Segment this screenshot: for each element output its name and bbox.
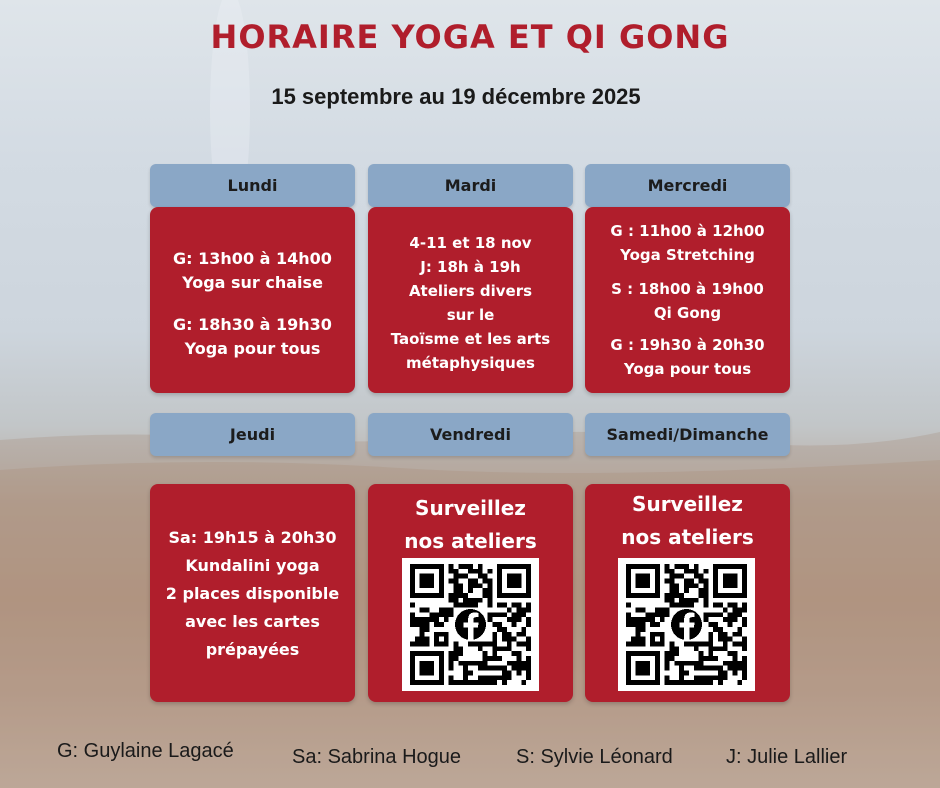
schedule-line: 4-11 et 18 nov <box>409 234 532 252</box>
schedule-line: métaphysiques <box>406 354 535 372</box>
page-title: HORAIRE YOGA ET QI GONG <box>210 18 730 56</box>
card-jeudi <box>150 484 355 702</box>
schedule-line: G: 13h00 à 14h00 <box>173 249 332 268</box>
card-vendredi <box>368 484 573 702</box>
schedule-line: sur le <box>446 306 495 324</box>
schedule-line: 2 places disponible <box>165 584 340 603</box>
legend-sabrina: Sa: Sabrina Hogue <box>292 746 462 768</box>
header-lundi: Lundi <box>150 164 355 207</box>
schedule-line: Qi Gong <box>653 304 722 322</box>
schedule-line: Ateliers divers <box>408 282 533 300</box>
schedule-line: Kundalini yoga <box>185 556 320 575</box>
date-range: 15 septembre au 19 décembre 2025 <box>271 84 641 109</box>
schedule-line: Yoga pour tous <box>623 360 752 378</box>
schedule-line: Yoga pour tous <box>184 339 321 358</box>
schedule-line: S : 18h00 à 19h00 <box>611 280 764 298</box>
card-weekend <box>585 484 790 702</box>
watch-text: nos ateliers <box>404 529 537 553</box>
watch-text: Surveillez <box>632 492 743 516</box>
card-lundi <box>150 207 355 393</box>
schedule-line: J: 18h à 19h <box>420 258 521 276</box>
schedule-line: Taoïsme et les arts <box>390 330 551 348</box>
facebook-qr-code-icon[interactable] <box>402 558 539 691</box>
schedule-line: Yoga Stretching <box>620 246 755 264</box>
schedule-line: Sa: 19h15 à 20h30 <box>168 528 337 547</box>
schedule-line: Yoga sur chaise <box>182 273 323 292</box>
schedule-line: G: 18h30 à 19h30 <box>173 315 332 334</box>
schedule-line: avec les cartes <box>185 612 320 631</box>
watch-text: nos ateliers <box>621 525 754 549</box>
header-vendredi: Vendredi <box>368 413 573 456</box>
header-jeudi: Jeudi <box>150 413 355 456</box>
schedule-line: G : 11h00 à 12h00 <box>610 222 765 240</box>
watch-text: Surveillez <box>415 496 526 520</box>
facebook-qr-code-icon[interactable] <box>618 558 755 691</box>
header-mercredi: Mercredi <box>585 164 790 207</box>
header-weekend: Samedi/Dimanche <box>585 413 790 456</box>
schedule-line: G : 19h30 à 20h30 <box>610 336 765 354</box>
card-mercredi <box>585 207 790 393</box>
header-mardi: Mardi <box>368 164 573 207</box>
legend-sylvie: S: Sylvie Léonard <box>516 746 673 768</box>
legend-guylaine: G: Guylaine Lagacé <box>57 740 234 762</box>
schedule-line: prépayées <box>205 640 300 659</box>
card-mardi <box>368 207 573 393</box>
legend-julie: J: Julie Lallier <box>726 746 848 768</box>
